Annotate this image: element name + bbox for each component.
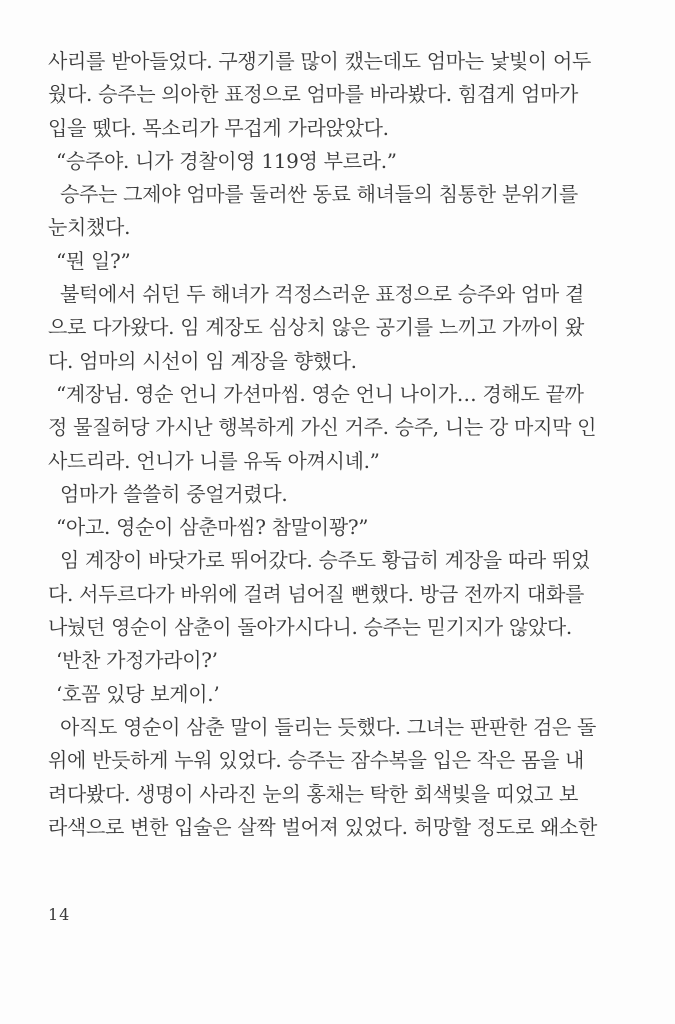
text-line-dialogue: “승주야. 니가 경찰이영 119영 부르라.” <box>56 148 397 173</box>
text-line: 나눴던 영순이 삼춘이 돌아가시다니. 승주는 믿기지가 않았다. <box>48 615 572 640</box>
text-line: 다. 서두르다가 바위에 걸려 넘어질 뻔했다. 방금 전까지 대화를 <box>48 581 585 606</box>
text-line: 임 계장이 바닷가로 뛰어갔다. 승주도 황급히 계장을 따라 뛰었 <box>60 548 591 573</box>
text-line: 사드리라. 언니가 니를 유독 아껴시녜.” <box>48 448 380 473</box>
text-line-dialogue: “아고. 영순이 삼춘마씸? 참말이꽝?” <box>56 515 369 540</box>
text-line-dialogue: “뭔 일?” <box>56 248 131 273</box>
text-line-thought: ‘반찬 가정가라이?’ <box>56 648 218 673</box>
text-line: 아직도 영순이 삼춘 말이 들리는 듯했다. 그녀는 판판한 검은 돌 <box>60 714 597 739</box>
text-line: 승주는 그제야 엄마를 둘러싼 동료 해녀들의 침통한 분위기를 <box>60 182 578 207</box>
body-text-block <box>48 45 630 844</box>
text-line: 눈치챘다. <box>48 215 131 240</box>
text-line: 엄마가 쓸쓸히 중얼거렸다. <box>60 481 288 506</box>
text-line: 으로 다가왔다. 임 계장도 심상치 않은 공기를 느끼고 가까이 왔 <box>48 315 585 340</box>
text-line-dialogue: “계장님. 영순 언니 가션마씸. 영순 언니 나이가… 경해도 끝까 <box>56 381 584 406</box>
page-number: 14 <box>48 905 71 924</box>
text-line: 다. 엄마의 시선이 임 계장을 향했다. <box>48 348 357 373</box>
text-line: 려다봤다. 생명이 사라진 눈의 홍채는 탁한 회색빛을 띠었고 보 <box>48 781 579 806</box>
text-line: 웠다. 승주는 의아한 표정으로 엄마를 바라봤다. 힘겹게 엄마가 <box>48 82 579 107</box>
text-line: 정 물질허당 가시난 행복하게 가신 거주. 승주, 니는 강 마지막 인 <box>48 415 597 440</box>
text-line: 불턱에서 쉬던 두 해녀가 걱정스러운 표정으로 승주와 엄마 곁 <box>60 282 584 307</box>
text-line-thought: ‘호꼼 있당 보게이.’ <box>56 681 220 706</box>
text-line: 입을 뗐다. 목소리가 무겁게 가라앉았다. <box>48 115 389 140</box>
text-line: 위에 반듯하게 누워 있었다. 승주는 잠수복을 입은 작은 몸을 내 <box>48 748 585 773</box>
text-line: 사리를 받아들었다. 구쟁기를 많이 캤는데도 엄마는 낯빛이 어두 <box>48 49 591 73</box>
text-line: 라색으로 변한 입술은 살짝 벌어져 있었다. 허망할 정도로 왜소한 <box>48 814 598 839</box>
